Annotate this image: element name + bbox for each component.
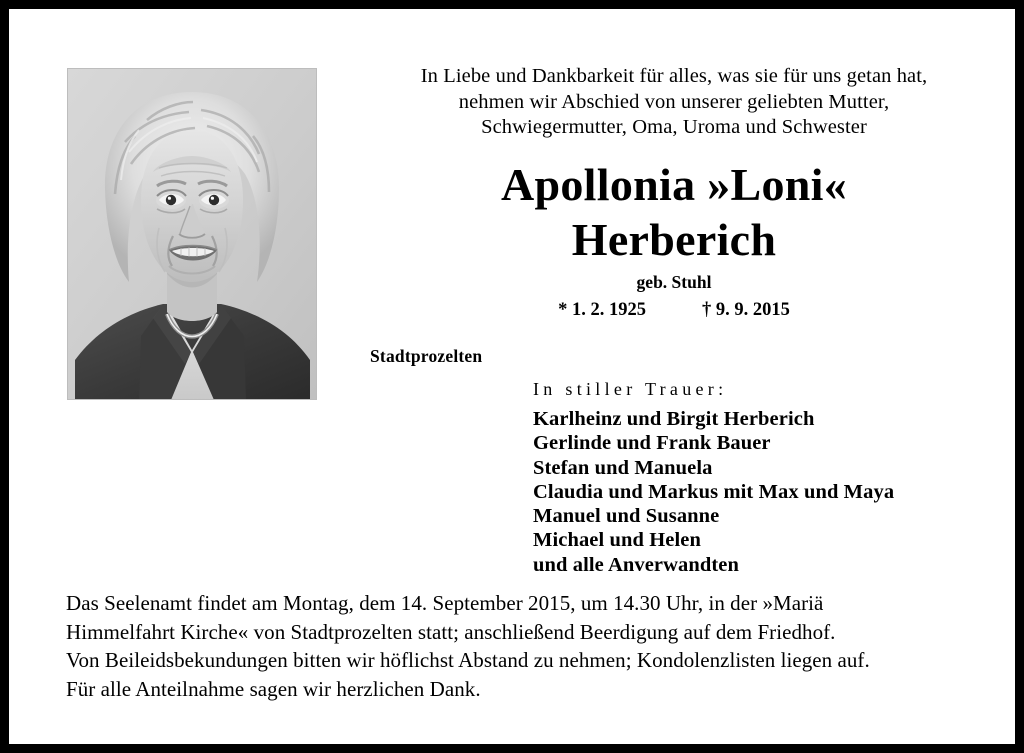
place-name: Stadtprozelten xyxy=(370,346,483,366)
closing-line-3: Von Beileidsbekundungen bitten wir höflichst Abstand zu nehmen; Kondolenzlisten liegen auf. xyxy=(66,648,870,672)
life-dates xyxy=(354,298,994,323)
frame-border-right xyxy=(1015,0,1024,753)
frame-border-bottom xyxy=(0,744,1024,753)
list-item: Gerlinde und Frank Bauer xyxy=(533,432,771,455)
frame-border-top xyxy=(0,0,1024,9)
list-item: Michael und Helen xyxy=(533,529,701,552)
deceased-name-block xyxy=(354,157,994,323)
mourners-list xyxy=(533,407,894,577)
closing-line-2: Himmelfahrt Kirche« von Stadtprozelten statt; anschließend Beerdigung auf dem Friedhof. xyxy=(66,619,836,644)
closing-line-4: Für alle Anteilnahme sagen wir herzlichen Dank. xyxy=(66,676,481,701)
death-date: † 9. 9. 2015 xyxy=(702,300,790,320)
deceased-name-line-1: Apollonia »Loni« xyxy=(500,159,848,210)
frame-border-left xyxy=(0,0,9,753)
closing-line-1: Das Seelenamt findet am Montag, dem 14. September 2015, um 14.30 Uhr, in der »Mariä xyxy=(66,591,824,615)
notice-inner-area xyxy=(9,9,1015,744)
mourners-heading: In stiller Trauer: xyxy=(533,379,728,399)
portrait-photo-image xyxy=(67,68,317,400)
portrait-photo xyxy=(67,68,317,400)
list-item: Karlheinz und Birgit Herberich xyxy=(533,408,815,430)
list-item: Stefan und Manuela xyxy=(533,456,713,479)
intro-text xyxy=(354,64,994,141)
list-item: Claudia und Markus mit Max und Maya xyxy=(533,480,895,503)
list-item: Manuel und Susanne xyxy=(533,505,720,528)
intro-line-3: Schwiegermutter, Oma, Uroma und Schwester xyxy=(481,116,867,138)
maiden-name: geb. Stuhl xyxy=(636,272,712,292)
deceased-name-line-2: Herberich xyxy=(571,214,777,265)
funeral-details-text xyxy=(66,589,996,703)
list-item: und alle Anverwandten xyxy=(533,553,739,576)
intro-line-1: In Liebe und Dankbarkeit für alles, was sie für uns getan hat, xyxy=(420,65,928,87)
intro-line-2: nehmen wir Abschied von unserer geliebten Mutter, xyxy=(458,90,890,113)
birth-date: * 1. 2. 1925 xyxy=(558,300,646,320)
